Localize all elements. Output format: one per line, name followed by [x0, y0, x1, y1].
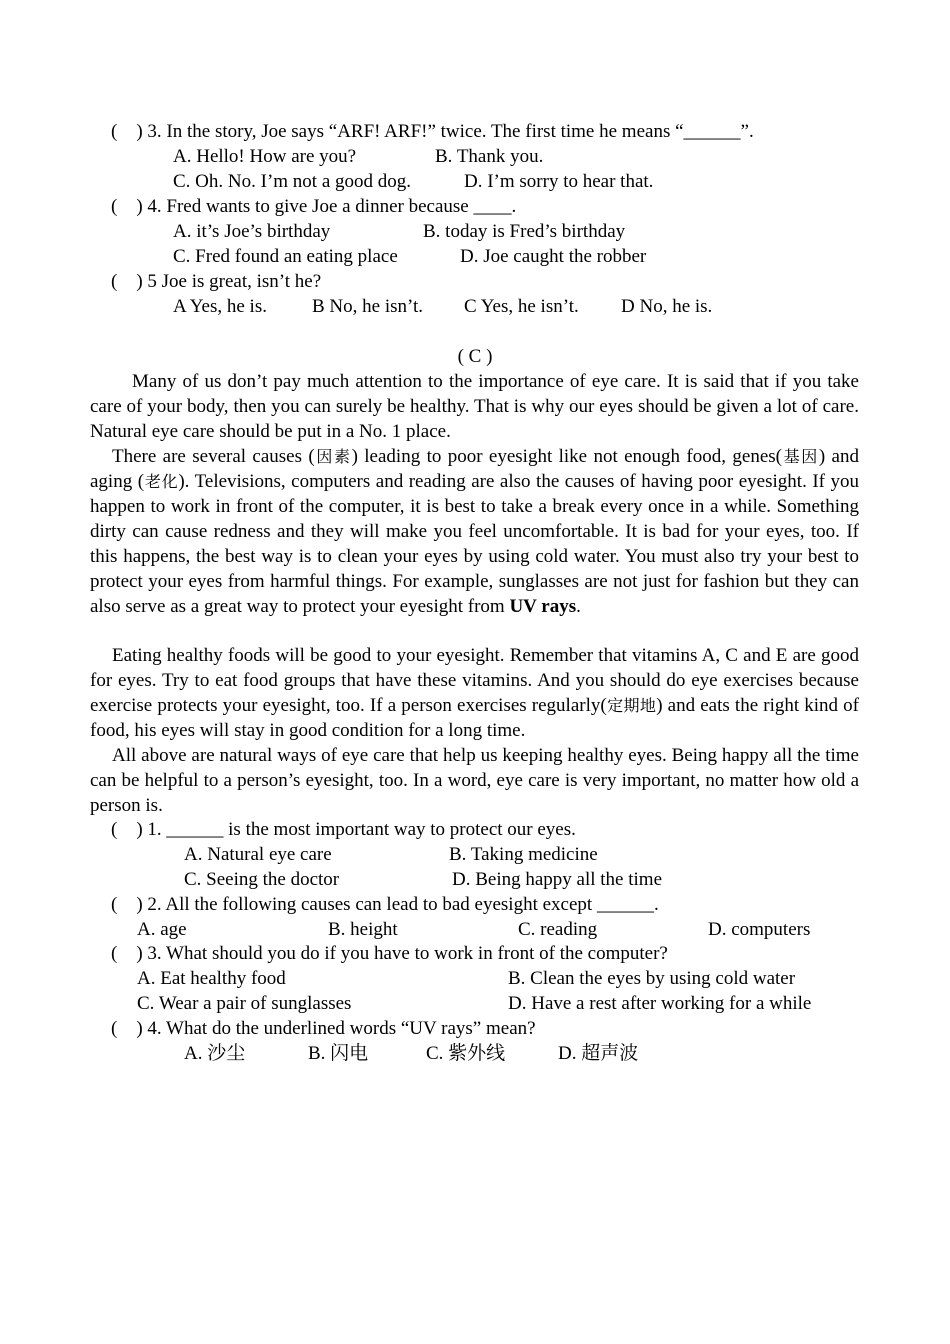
answer-option: D. computers — [708, 919, 811, 940]
passage-paragraph: Eating healthy foods will be good to your eyesight. Remember that vitamins A, C and E are good for eyes. Try to eat food groups that have these vitamins. And you should do eye exercises because exercise protects your eyesight, too. If a person exercises regularly(定期地) and eats the right kind of food, his eyes will stay in good condition for a long time. — [90, 645, 859, 741]
answer-option: A. 沙尘 — [184, 1043, 246, 1064]
section-heading: ( C ) — [457, 346, 493, 367]
answer-option: D No, he is. — [621, 296, 713, 317]
passage-paragraph: All above are natural ways of eye care that help us keeping healthy eyes. Being happy all the time can be helpful to a person’s eyesight, too. In a word, eye care is very important, no matter how old a person is. — [90, 745, 859, 816]
answer-option: C. Oh. No. I’m not a good dog. — [173, 171, 412, 192]
answer-option: C. reading — [518, 919, 598, 940]
answer-option: C Yes, he isn’t. — [464, 296, 579, 317]
answer-option: A Yes, he is. — [173, 296, 267, 317]
question-stem: ( ) 4. What do the underlined words “UV rays” mean? — [111, 1018, 536, 1039]
question-stem: ( ) 3. In the story, Joe says “ARF! ARF!” twice. The first time he means “______”. — [111, 121, 754, 142]
question-stem: ( ) 5 Joe is great, isn’t he? — [111, 271, 322, 292]
underlined-term: UV rays — [509, 596, 577, 617]
passage-paragraph: There are several causes (因素) leading to poor eyesight like not enough food, genes(基因) and aging (老化). Televisions, computers and reading are also the causes of having poor eyesight. If you happen to work in front of the computer, it is best to take a break every once in a while. Something dirty can cause redness and they will make you feel uncomfortable. It is bad for your eyes, too. If this happens, the best way is to clean your eyes by using cold water. You must also try your best to protect your eyes from harmful things. For example, sunglasses are not just for fashion but they can also serve as a great way to protect your eyesight from UV rays. — [90, 446, 859, 617]
answer-option: A. age — [137, 919, 187, 940]
answer-option: B No, he isn’t. — [312, 296, 424, 317]
answer-option: B. today is Fred’s birthday — [423, 221, 626, 242]
answer-option: A. Eat healthy food — [137, 968, 286, 989]
answer-option: B. height — [328, 919, 398, 940]
answer-option: B. 闪电 — [308, 1043, 369, 1064]
answer-option: D. 超声波 — [558, 1043, 639, 1064]
answer-option: C. Wear a pair of sunglasses — [137, 993, 352, 1014]
answer-option: C. Seeing the doctor — [184, 869, 340, 890]
answer-option: B. Thank you. — [435, 146, 544, 167]
passage-paragraph: Many of us don’t pay much attention to the importance of eye care. It is said that if you take care of your body, then you can surely be healthy. That is why our eyes should be given a lot of care. Natural eye care should be put in a No. 1 place. — [90, 371, 859, 442]
answer-option: C. Fred found an eating place — [173, 246, 398, 267]
answer-option: D. Have a rest after working for a while — [508, 993, 812, 1014]
answer-option: D. Joe caught the robber — [460, 246, 647, 267]
answer-option: C. 紫外线 — [426, 1043, 506, 1064]
answer-option: B. Clean the eyes by using cold water — [508, 968, 796, 989]
question-stem: ( ) 3. What should you do if you have to work in front of the computer? — [111, 943, 668, 964]
answer-option: D. Being happy all the time — [452, 869, 663, 890]
answer-option: B. Taking medicine — [449, 844, 598, 865]
question-stem: ( ) 2. All the following causes can lead to bad eyesight except ______. — [111, 894, 659, 915]
answer-option: D. I’m sorry to hear that. — [464, 171, 654, 192]
answer-option: A. Natural eye care — [184, 844, 332, 865]
answer-option: A. it’s Joe’s birthday — [173, 221, 331, 242]
question-stem: ( ) 1. ______ is the most important way to protect our eyes. — [111, 819, 576, 840]
question-stem: ( ) 4. Fred wants to give Joe a dinner because ____. — [111, 196, 517, 217]
answer-option: A. Hello! How are you? — [173, 146, 357, 167]
